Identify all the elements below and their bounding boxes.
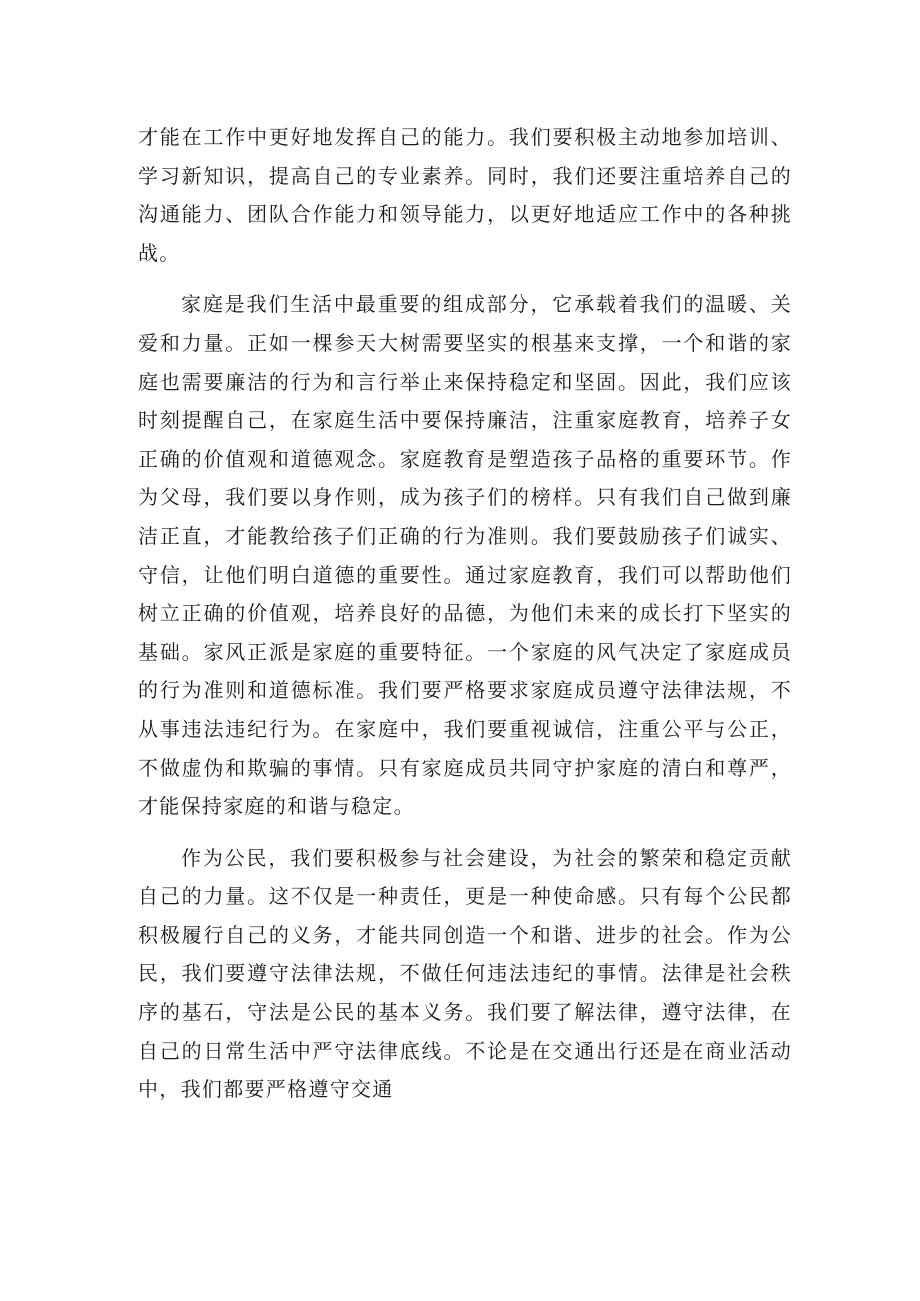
paragraph-citizen: 作为公民，我们要积极参与社会建设，为社会的繁荣和稳定贡献自己的力量。这不仅是一种责任，更是一种使命感。只有每个公民都积极履行自己的义务，才能共同创造一个和谐、进步的社会。作为公民，我们要遵守法律法规，不做任何违法违纪的事情。法律是社会秩序的基石，守法是公民的基本义务。我们要了解法律，遵守法律，在自己的日常生活中严守法律底线。不论是在交通出行还是在商业活动中，我们都要严格遵守交通 xyxy=(138,845,792,1102)
document-body xyxy=(138,118,792,1109)
paragraph-family: 家庭是我们生活中最重要的组成部分，它承载着我们的温暖、关爱和力量。正如一棵参天大树需要坚实的根基来支撑，一个和谐的家庭也需要廉洁的行为和言行举止来保持稳定和坚固。因此，我们应该时刻提醒自己，在家庭生活中要保持廉洁，注重家庭教育，培养子女正确的价值观和道德观念。家庭教育是塑造孩子品格的重要环节。作为父母，我们要以身作则，成为孩子们的榜样。只有我们自己做到廉洁正直，才能教给孩子们正确的行为准则。我们要鼓励孩子们诚实、守信，让他们明白道德的重要性。通过家庭教育，我们可以帮助他们树立正确的价值观，培养良好的品德，为他们未来的成长打下坚实的基础。家风正派是家庭的重要特征。一个家庭的风气决定了家庭成员的行为准则和道德标准。我们要严格要求家庭成员遵守法律法规，不从事违法违纪行为。在家庭中，我们要重视诚信，注重公平与公正，不做虚伪和欺骗的事情。只有家庭成员共同守护家庭的清白和尊严，才能保持家庭的和谐与稳定。 xyxy=(138,292,792,819)
paragraph-work-continuation: 才能在工作中更好地发挥自己的能力。我们要积极主动地参加培训、学习新知识，提高自己的专业素养。同时，我们还要注重培养自己的沟通能力、团队合作能力和领导能力，以更好地适应工作中的各种挑战。 xyxy=(138,125,792,265)
